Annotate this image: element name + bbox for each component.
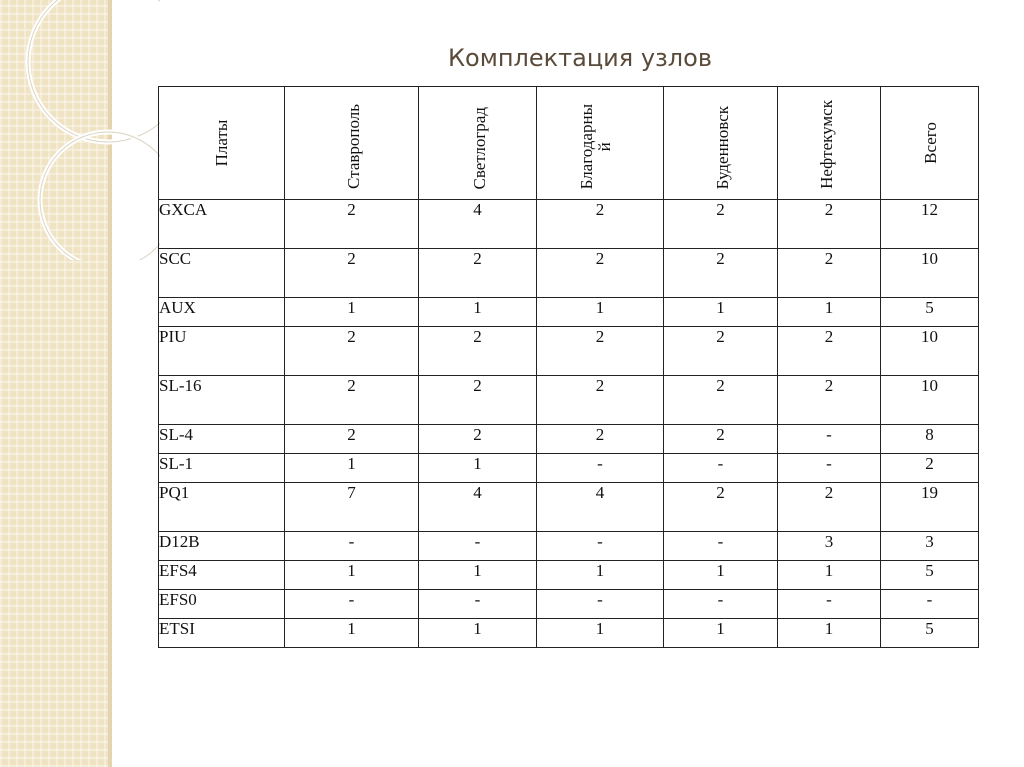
table-row bbox=[159, 619, 979, 648]
table-row bbox=[159, 590, 979, 619]
count-cell: - bbox=[537, 454, 664, 483]
count-cell: 2 bbox=[664, 483, 778, 532]
header-label: Ставрополь bbox=[344, 104, 364, 189]
count-cell: - bbox=[778, 590, 881, 619]
board-name-cell: SL-1 bbox=[159, 454, 285, 483]
count-cell: - bbox=[537, 590, 664, 619]
count-cell: 2 bbox=[778, 327, 881, 376]
board-name-cell: PQ1 bbox=[159, 483, 285, 532]
header-stavropol bbox=[285, 87, 419, 200]
board-name-cell: D12B bbox=[159, 532, 285, 561]
total-cell: 3 bbox=[881, 532, 979, 561]
count-cell: 2 bbox=[285, 425, 419, 454]
count-cell: 2 bbox=[285, 200, 419, 249]
header-total bbox=[881, 87, 979, 200]
table-row bbox=[159, 532, 979, 561]
total-cell: 5 bbox=[881, 619, 979, 648]
count-cell: 2 bbox=[537, 200, 664, 249]
table-row bbox=[159, 454, 979, 483]
board-name-cell: ETSI bbox=[159, 619, 285, 648]
table-row bbox=[159, 561, 979, 590]
table-row bbox=[159, 327, 979, 376]
count-cell: 2 bbox=[664, 200, 778, 249]
board-name-cell: EFS0 bbox=[159, 590, 285, 619]
header-label: Всего bbox=[921, 122, 941, 164]
count-cell: - bbox=[778, 454, 881, 483]
count-cell: - bbox=[664, 454, 778, 483]
total-cell: 10 bbox=[881, 376, 979, 425]
count-cell: - bbox=[664, 532, 778, 561]
count-cell: 1 bbox=[664, 619, 778, 648]
count-cell: 2 bbox=[664, 249, 778, 298]
count-cell: 2 bbox=[778, 376, 881, 425]
count-cell: 2 bbox=[537, 249, 664, 298]
board-name-cell: GXCA bbox=[159, 200, 285, 249]
count-cell: 1 bbox=[537, 619, 664, 648]
count-cell: 2 bbox=[778, 249, 881, 298]
total-cell: 12 bbox=[881, 200, 979, 249]
count-cell: 2 bbox=[664, 327, 778, 376]
board-name-cell: AUX bbox=[159, 298, 285, 327]
count-cell: 3 bbox=[778, 532, 881, 561]
slide-title: Комплектация узлов bbox=[448, 44, 712, 72]
total-cell: 8 bbox=[881, 425, 979, 454]
count-cell: 2 bbox=[664, 425, 778, 454]
header-blagodarny bbox=[537, 87, 664, 200]
total-cell: 10 bbox=[881, 327, 979, 376]
count-cell: 2 bbox=[285, 376, 419, 425]
count-cell: 2 bbox=[419, 376, 537, 425]
board-name-cell: SL-4 bbox=[159, 425, 285, 454]
header-platy bbox=[159, 87, 285, 200]
header-label: Нефтекумск bbox=[816, 100, 836, 189]
header-neftekumsk bbox=[778, 87, 881, 200]
board-name-cell: PIU bbox=[159, 327, 285, 376]
count-cell: 1 bbox=[285, 619, 419, 648]
total-cell: - bbox=[881, 590, 979, 619]
count-cell: 1 bbox=[285, 454, 419, 483]
count-cell: 7 bbox=[285, 483, 419, 532]
table-row bbox=[159, 376, 979, 425]
header-label: Буденновск bbox=[712, 105, 732, 189]
total-cell: 10 bbox=[881, 249, 979, 298]
count-cell: 1 bbox=[778, 298, 881, 327]
count-cell: 2 bbox=[419, 327, 537, 376]
components-table bbox=[158, 86, 979, 648]
count-cell: 2 bbox=[419, 425, 537, 454]
count-cell: 2 bbox=[778, 200, 881, 249]
count-cell: 2 bbox=[419, 249, 537, 298]
header-label: Платы bbox=[211, 119, 231, 167]
count-cell: 1 bbox=[537, 561, 664, 590]
count-cell: 2 bbox=[285, 249, 419, 298]
total-cell: 19 bbox=[881, 483, 979, 532]
count-cell: 4 bbox=[419, 200, 537, 249]
count-cell: 1 bbox=[419, 298, 537, 327]
total-cell: 5 bbox=[881, 561, 979, 590]
count-cell: - bbox=[537, 532, 664, 561]
count-cell: 4 bbox=[419, 483, 537, 532]
count-cell: 2 bbox=[664, 376, 778, 425]
count-cell: 1 bbox=[419, 619, 537, 648]
table-row bbox=[159, 298, 979, 327]
count-cell: 1 bbox=[419, 454, 537, 483]
count-cell: - bbox=[419, 590, 537, 619]
board-name-cell: SL-16 bbox=[159, 376, 285, 425]
count-cell: - bbox=[419, 532, 537, 561]
total-cell: 2 bbox=[881, 454, 979, 483]
decorative-rings bbox=[0, 0, 160, 260]
count-cell: 1 bbox=[664, 561, 778, 590]
total-cell: 5 bbox=[881, 298, 979, 327]
header-budennovsk bbox=[664, 87, 778, 200]
board-name-cell: SCC bbox=[159, 249, 285, 298]
count-cell: - bbox=[285, 532, 419, 561]
count-cell: 2 bbox=[285, 327, 419, 376]
count-cell: 2 bbox=[537, 376, 664, 425]
count-cell: 1 bbox=[778, 561, 881, 590]
table-row bbox=[159, 249, 979, 298]
count-cell: 2 bbox=[537, 425, 664, 454]
count-cell: 1 bbox=[419, 561, 537, 590]
count-cell: - bbox=[778, 425, 881, 454]
board-name-cell: EFS4 bbox=[159, 561, 285, 590]
count-cell: 1 bbox=[285, 298, 419, 327]
header-svetlograd bbox=[419, 87, 537, 200]
count-cell: - bbox=[664, 590, 778, 619]
count-cell: 2 bbox=[537, 327, 664, 376]
count-cell: 2 bbox=[778, 483, 881, 532]
table-row bbox=[159, 200, 979, 249]
count-cell: - bbox=[285, 590, 419, 619]
count-cell: 1 bbox=[537, 298, 664, 327]
count-cell: 1 bbox=[285, 561, 419, 590]
header-label: Благодарны й bbox=[577, 103, 615, 189]
header-label: Светлоград bbox=[469, 106, 489, 189]
count-cell: 4 bbox=[537, 483, 664, 532]
table-row bbox=[159, 425, 979, 454]
table-row bbox=[159, 483, 979, 532]
count-cell: 1 bbox=[664, 298, 778, 327]
header-row bbox=[159, 87, 979, 200]
count-cell: 1 bbox=[778, 619, 881, 648]
